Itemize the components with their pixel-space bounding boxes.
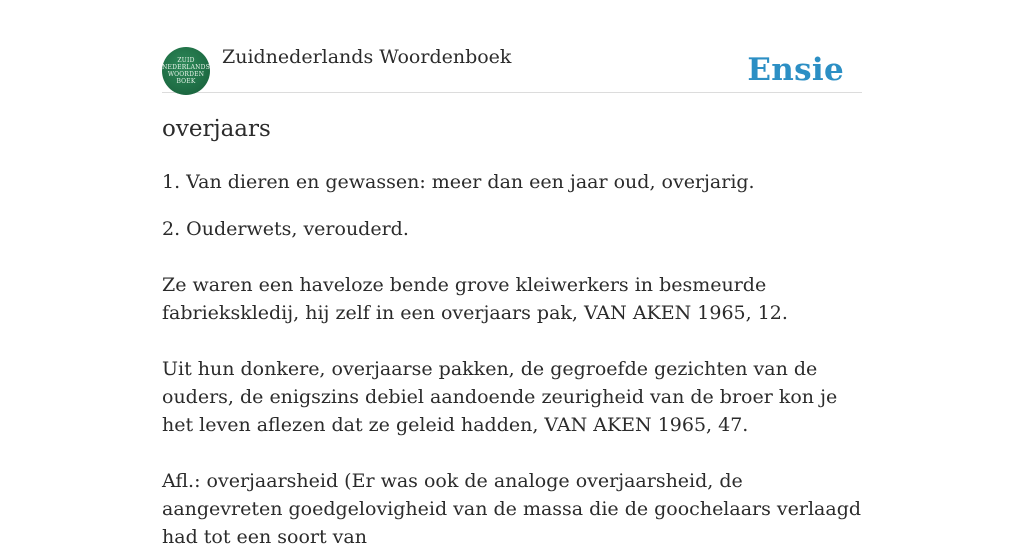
logo-line: WOORDEN xyxy=(167,71,205,78)
derivation-paragraph: Afl.: overjaarsheid (Er was ook de analoge overjaarsheid, de aangevreten goedgelovigheid van de massa die de goochelaars verlaagd had tot een soort van xyxy=(162,470,862,548)
sense-1: 1. Van dieren en gewassen: meer dan een jaar oud, overjarig. xyxy=(162,171,755,193)
logo-line: NEDERLANDS xyxy=(162,64,210,71)
dictionary-title-link[interactable]: Zuidnederlands Woordenboek xyxy=(222,46,512,68)
site-header xyxy=(162,0,862,93)
page-content xyxy=(162,0,862,548)
logo-line: BOEK xyxy=(176,78,196,85)
dictionary-logo[interactable] xyxy=(162,47,210,95)
quote-1: Ze waren een haveloze bende grove kleiwerkers in besmeurde fabriekskledij, hij zelf in een overjaars pak, VAN AKEN 1965, 12. xyxy=(162,274,788,324)
quote-2: Uit hun donkere, overjaarse pakken, de gegroefde gezichten van de ouders, de enigszins debiel aandoende zeurigheid van de broer kon je het leven aflezen dat ze geleid hadden, VAN AKEN 1965, 47. xyxy=(162,358,838,436)
logo-line: ZUID xyxy=(177,57,195,64)
headword: overjaars xyxy=(162,116,271,142)
ensie-brand-link[interactable]: Ensie xyxy=(747,52,844,88)
sense-2: 2. Ouderwets, verouderd. xyxy=(162,218,409,240)
